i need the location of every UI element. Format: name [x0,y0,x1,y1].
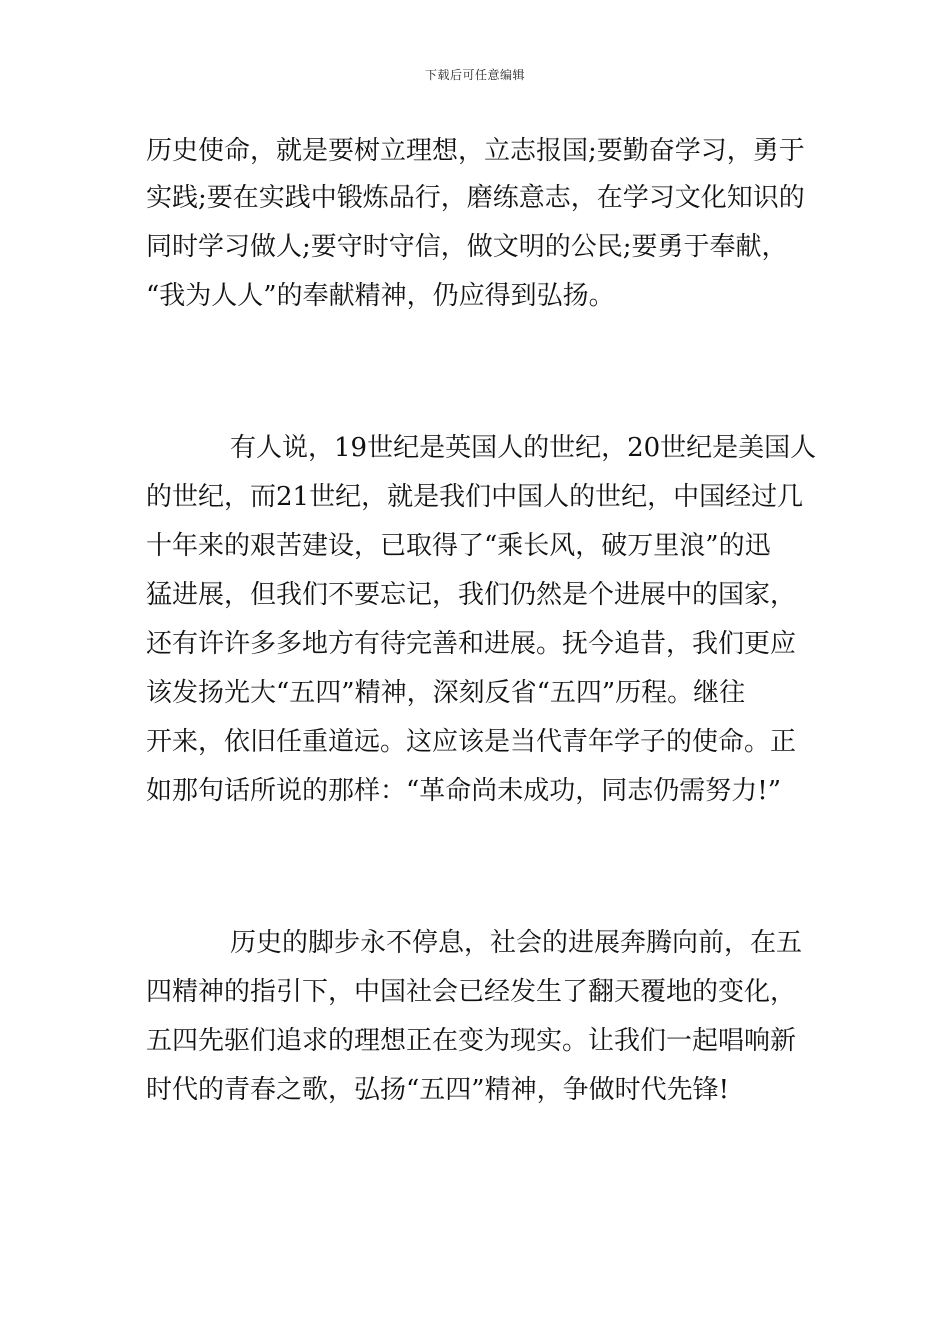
paragraph-line: 四精神的指引下，中国社会已经发生了翻天覆地的变化， [146,977,797,1007]
paragraph-line: 历史使命，就是要树立理想，立志报国;要勤奋学习，勇于 [146,136,805,166]
paragraph-line: 时代的青春之歌，弘扬“五四”精神，争做时代先锋! [146,1075,730,1105]
paragraph-line: 如那句话所说的那样：“革命尚未成功，同志仍需努力!” [146,776,782,806]
paragraph-line: 开来，依旧任重道远。这应该是当代青年学子的使命。正 [146,727,797,757]
page-header: 下载后可任意编辑 [424,68,525,82]
paragraph-line: 还有许许多多地方有待完善和进展。抚今追昔，我们更应 [146,629,797,659]
paragraph-line: 同时学习做人;要守时守信，做文明的公民;要勇于奉献， [146,232,788,262]
paragraph-line: 五四先驱们追求的理想正在变为现实。让我们一起唱响新 [146,1026,797,1056]
paragraph-line: 猛进展，但我们不要忘记，我们仍然是个进展中的国家， [146,580,797,610]
paragraph-line: 该发扬光大“五四”精神，深刻反省“五四”历程。继往 [146,678,746,708]
paragraph-line: 历史的脚步永不停息，社会的进展奔腾向前，在五 [230,928,803,958]
paragraph-line: 有人说，19世纪是英国人的世纪，20世纪是美国人 [230,433,817,463]
paragraph-line: 实践;要在实践中锻炼品行，磨练意志，在学习文化知识的 [146,183,805,213]
paragraph-line: 十年来的艰苦建设，已取得了“乘长风，破万里浪”的迅 [146,531,771,561]
paragraph-line: “我为人人”的奉献精神，仍应得到弘扬。 [146,281,615,311]
paragraph-line: 的世纪，而21世纪，就是我们中国人的世纪，中国经过几 [146,482,804,512]
